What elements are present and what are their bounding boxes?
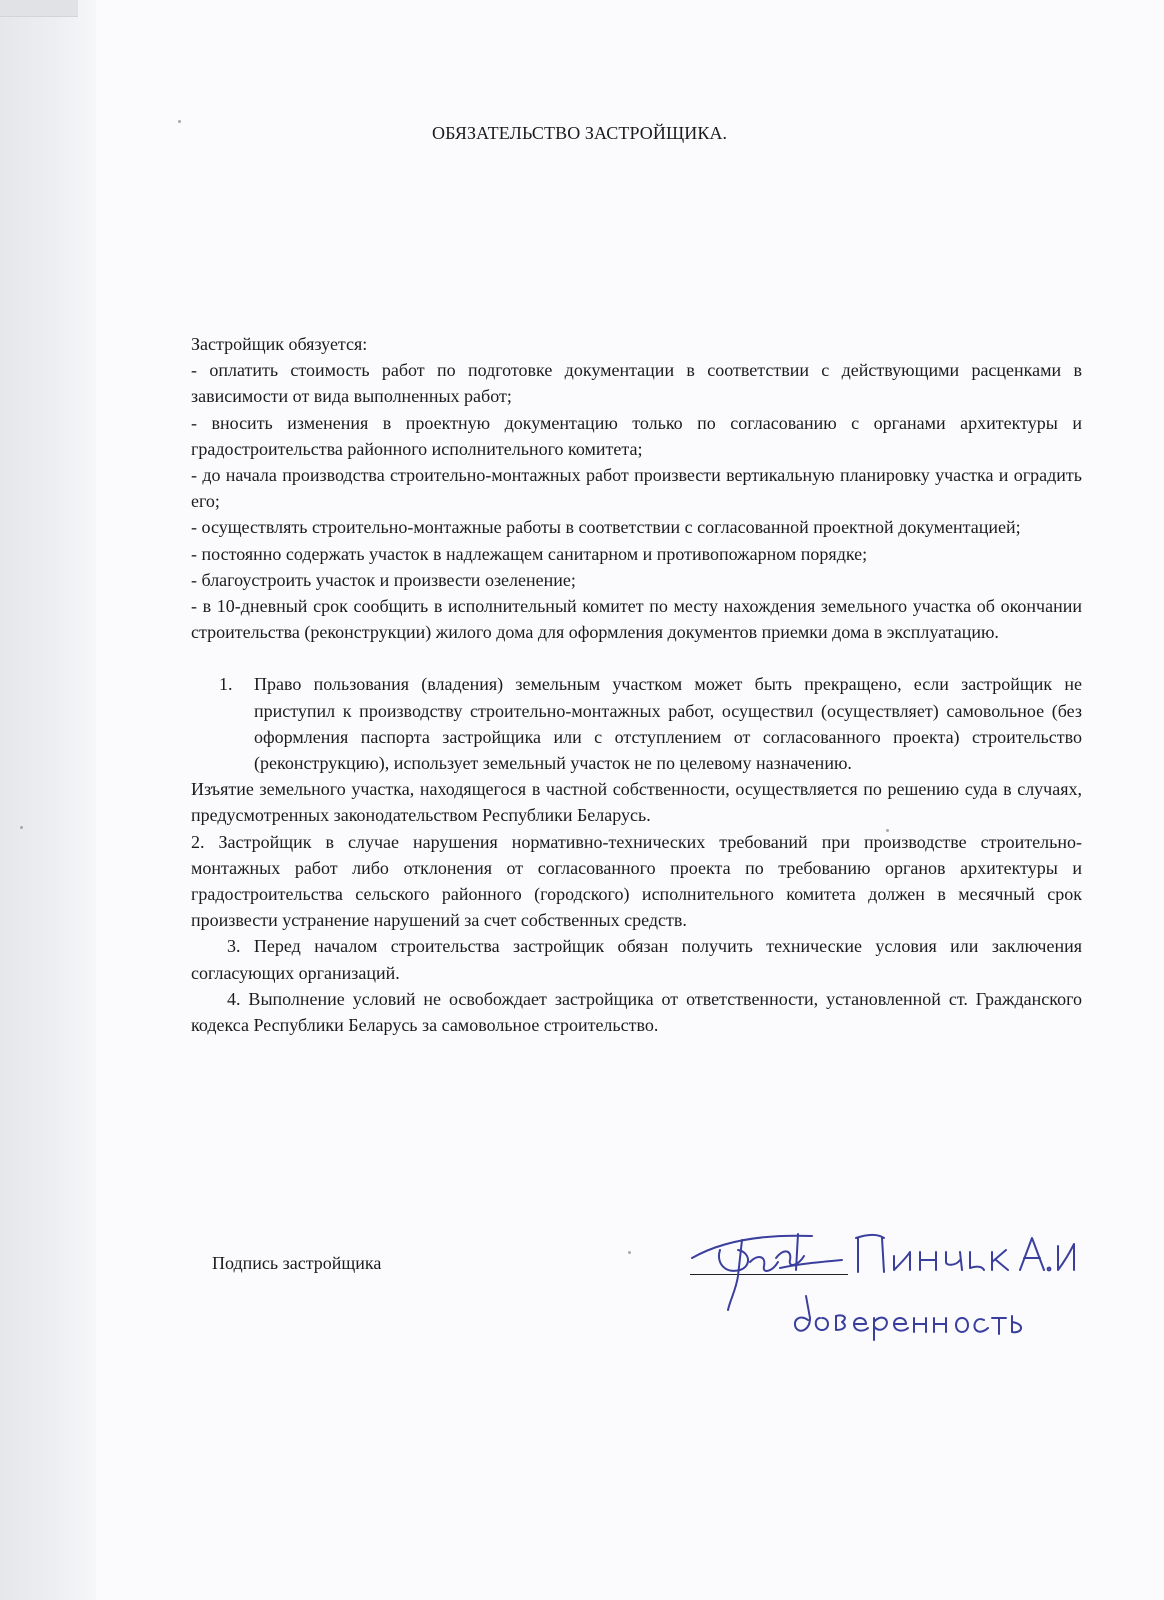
obligation-item: - постоянно содержать участок в надлежащем санитарном и противопожарном порядке; — [191, 543, 868, 564]
signature-label: Подпись застройщика — [212, 1253, 382, 1273]
obligation-item: - вносить изменения в проектную документацию только по согласованию с органами архитектуры и градостроительства районного исполнительного комитета; — [191, 412, 1082, 459]
obligation-item: - осуществлять строительно-монтажные работы в соответствии с согласованной проектной документацией; — [191, 517, 1021, 538]
handwritten-signature — [680, 1200, 1080, 1360]
section-spacer — [191, 645, 1082, 671]
obligation-item: - до начала производства строительно-монтажных работ произвести вертикальную планировку участка и оградить его; — [191, 465, 1082, 512]
document-title: ОБЯЗАТЕЛЬСТВО ЗАСТРОЙЩИКА. — [432, 123, 728, 143]
paper-speck — [20, 826, 23, 829]
page-binding-strip — [0, 0, 96, 1600]
obligation-item: - в 10-дневный срок сообщить в исполнительный комитет по месту нахождения земельного участка об окончании строительства (реконструкции) жилого дома для оформления документов приемки дома в эксплуатацию. — [191, 596, 1082, 643]
obligation-item: - благоустроить участок и произвести озеленение; — [191, 569, 576, 590]
obligation-item: - оплатить стоимость работ по подготовке документации в соответствии с действующими расценками в зависимости от вида выполненных работ; — [191, 360, 1082, 407]
obligations-list — [191, 357, 1082, 645]
clause-4: 4. Выполнение условий не освобождает застройщика от ответственности, установленной ст. Гражданского кодекса Республики Беларусь за самовольное строительство. — [191, 988, 1082, 1036]
clause-1-number: 1. — [219, 674, 233, 695]
clause-3: 3. Перед началом строительства застройщик обязан получить технические условия или заключения согласующих организаций. — [191, 936, 1082, 983]
paper-speck — [178, 120, 181, 123]
document-body — [191, 331, 1082, 1038]
clause-1-text: Право пользования (владения) земельным участком может быть прекращено, если застройщик не приступил к производству строительно-монтажных работ, осуществил (осуществляет) самовольное (без оформления паспорта застройщика или с отступлением от согласованного проекта) строительство (реконструкцию), использует земельный участок не по целевому назначению. — [254, 674, 1082, 774]
clause-1 — [219, 671, 1082, 776]
binding-tab — [0, 0, 78, 17]
clause-2: 2. Застройщик в случае нарушения нормативно-технических требований при производстве строительно-монтажных работ либо отклонения от согласованного проекта по требованию органов архитектуры и градостроительства сельского районного (городского) исполнительного комитета должен в месячный срок произвести устранение нарушений за счет собственных средств. — [191, 831, 1082, 931]
clause-1-extra: Изъятие земельного участка, находящегося в частной собственности, осуществляется по решению суда в случаях, предусмотренных законодательством Республики Беларусь. — [191, 779, 1082, 826]
paper-speck — [628, 1251, 631, 1254]
obligations-intro: Застройщик обязуется: — [191, 334, 368, 354]
